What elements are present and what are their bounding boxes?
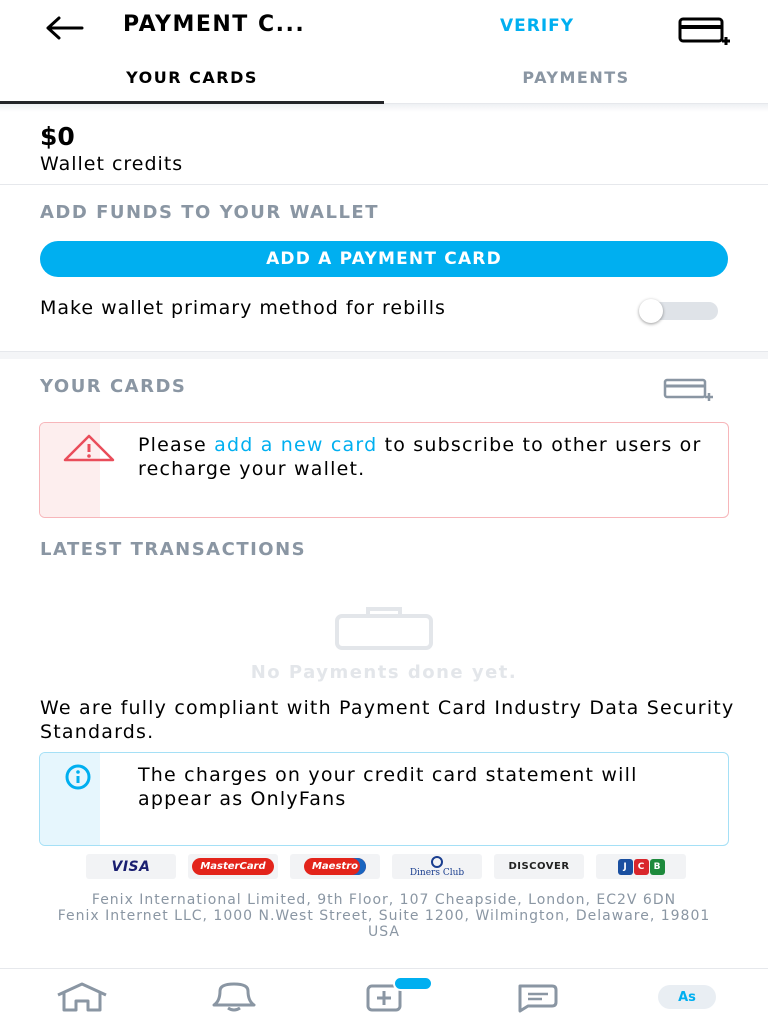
- add-payment-card-button[interactable]: ADD A PAYMENT CARD: [40, 241, 728, 277]
- back-button[interactable]: [40, 8, 88, 48]
- mastercard-logo: [188, 854, 278, 879]
- jcb-logo: [596, 854, 686, 879]
- section-separator: [0, 351, 768, 359]
- page-title: PAYMENT C...: [123, 12, 306, 37]
- divider: [0, 184, 768, 185]
- chat-icon: [506, 981, 566, 1013]
- avatar: As: [658, 985, 716, 1009]
- arrow-left-icon: [42, 14, 86, 42]
- no-card-alert: [39, 422, 729, 518]
- jcb-c: C: [634, 859, 649, 875]
- add-funds-title: ADD FUNDS TO YOUR WALLET: [40, 202, 380, 223]
- company-address: [40, 892, 728, 940]
- alert-text-suffix: to subscribe to other users or recharge your wallet.: [138, 434, 702, 480]
- bell-icon: [202, 981, 266, 1013]
- maestro-logo: [290, 854, 380, 879]
- nav-messages[interactable]: [496, 975, 576, 1019]
- alert-message: [138, 433, 718, 481]
- visa-logo: VISA: [86, 854, 176, 879]
- bottom-navigation: [0, 968, 768, 1024]
- wallet-amount: $0: [40, 122, 75, 151]
- diners-circle: [431, 856, 443, 868]
- card-plus-icon: [661, 377, 715, 401]
- tab-payments[interactable]: PAYMENTS: [522, 68, 630, 87]
- nav-profile[interactable]: [647, 975, 727, 1019]
- card-plus-icon: [676, 15, 732, 45]
- billing-info-box: [39, 752, 729, 846]
- tab-shadow: [0, 104, 768, 112]
- jcb-letters: [618, 859, 665, 875]
- address-line-1: Fenix International Limited, 9th Floor, 107 Cheapside, London, EC2V 6DN: [91, 892, 677, 908]
- card-logos: [86, 854, 686, 880]
- warning-triangle-icon: [62, 433, 116, 463]
- diners-club-logo: [392, 854, 482, 879]
- tab-your-cards[interactable]: YOUR CARDS: [0, 56, 384, 103]
- nav-home[interactable]: [42, 975, 122, 1019]
- tab-bar: [0, 56, 768, 104]
- diners-club-logo-text: Diners Club: [409, 867, 465, 878]
- pci-compliance-text: We are fully compliant with Payment Card Industry Data Security Standards.: [40, 697, 735, 743]
- jcb-j: J: [618, 859, 633, 875]
- mastercard-logo-text: MasterCard: [192, 858, 273, 875]
- billing-descriptor-text: The charges on your credit card statement will appear as OnlyFans: [138, 764, 638, 810]
- alert-text-prefix: Please: [138, 434, 215, 456]
- top-bar: [0, 0, 768, 56]
- home-icon: [50, 981, 114, 1013]
- your-cards-title: YOUR CARDS: [40, 376, 187, 397]
- empty-transactions-text: No Payments done yet.: [250, 662, 518, 683]
- discover-logo: [494, 854, 584, 879]
- discover-logo-text: DISCOVER: [508, 861, 570, 872]
- notification-dot: [393, 976, 433, 991]
- briefcase-icon: [334, 604, 434, 650]
- primary-method-label: Make wallet primary method for rebills: [40, 297, 446, 319]
- nav-notifications[interactable]: [194, 975, 274, 1019]
- latest-transactions-title: LATEST TRANSACTIONS: [40, 539, 307, 560]
- add-new-card-link[interactable]: add a new card: [214, 434, 378, 456]
- toggle-knob: [639, 299, 663, 323]
- add-card-button[interactable]: [660, 376, 716, 402]
- address-line-2: Fenix Internet LLC, 1000 N.West Street, Suite 1200, Wilmington, Delaware, 19801 USA: [57, 908, 711, 940]
- primary-method-toggle[interactable]: [640, 302, 718, 320]
- maestro-logo-text: Maestro: [304, 858, 366, 875]
- verify-button[interactable]: VERIFY: [500, 16, 575, 36]
- add-card-header-button[interactable]: [674, 12, 734, 48]
- jcb-b: B: [650, 859, 665, 875]
- info-circle-icon: [64, 763, 92, 791]
- wallet-credits-label: Wallet credits: [40, 153, 184, 175]
